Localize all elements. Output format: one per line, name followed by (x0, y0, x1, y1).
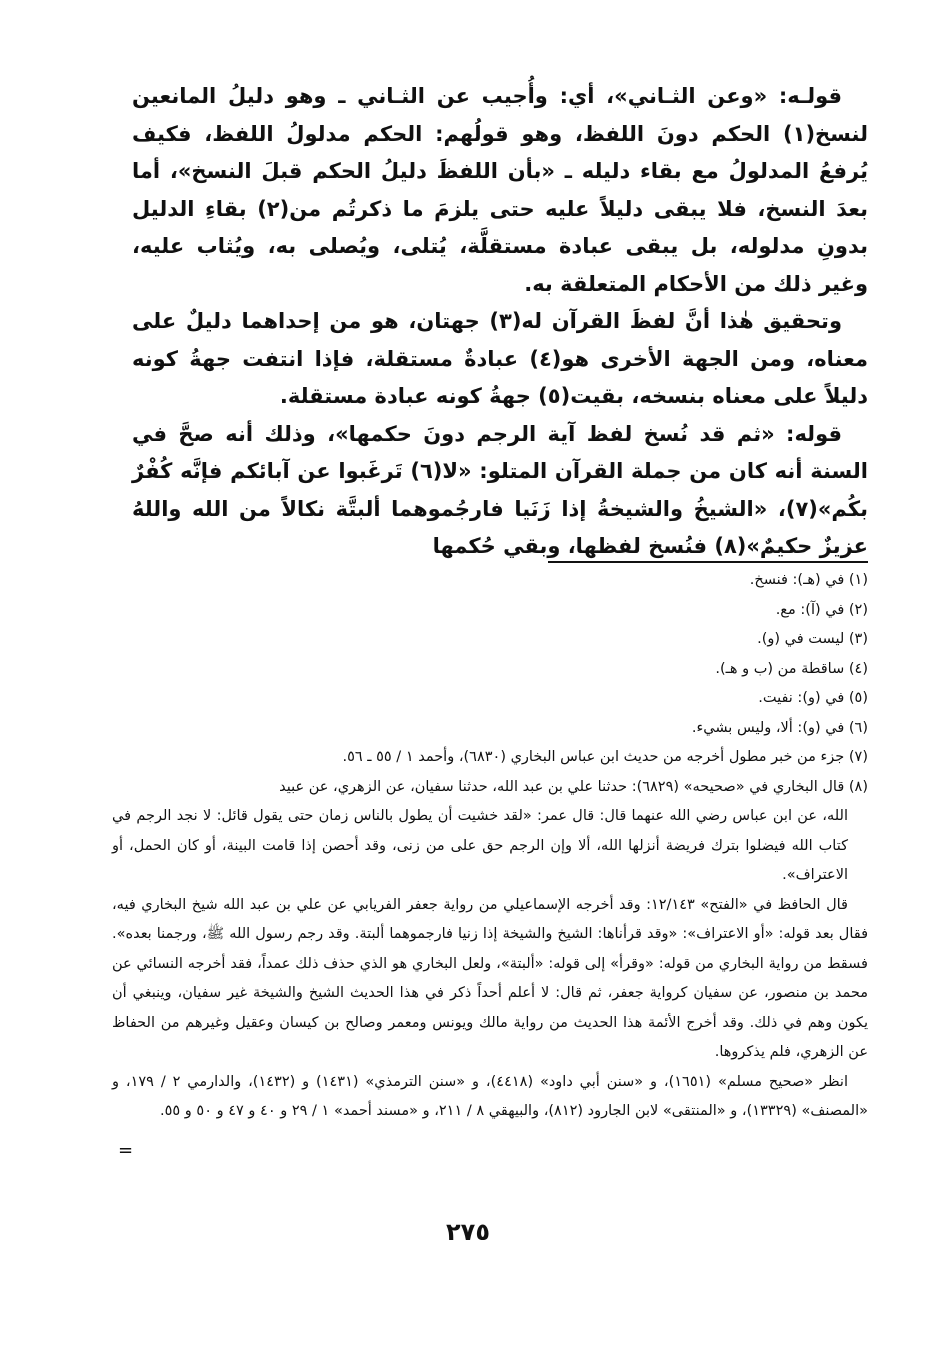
paragraph-2: وتحقيق هٰذا أنَّ لفظَ القرآن له(٣) جهتان، هو من إحداهما دليلٌ على معناه، ومن الجهة الأخرى هو(٤) عبادةٌ مستقلة، فإذا انتفت جهةُ كونه دليلاً على معناه بنسخه، بقيت(٥) جهةُ كونه عبادة مستقلة. (132, 309, 868, 408)
footnote-4: (٤) ساقطة من (ب و هـ). (715, 660, 868, 677)
footnote-5: (٥) في (و): نفيت. (758, 690, 868, 706)
footnote-7: (٧) جزء من خبر مطول أخرجه من حديث ابن عباس البخاري (٦٨٣٠)، وأحمد ١ / ٥٥ ـ ٥٦. (342, 749, 868, 765)
footnote-3: (٣) ليست في (و). (757, 631, 868, 647)
paragraph-1: قولـه: «وعن الثـاني»، أي: وأُجيب عن الثـاني ـ وهو دليلُ المانعين لنسخ(١) الحكم دونَ اللفظ، وهو قولُهم: الحكم مدلولُ اللفظ، فكيف يُرفعُ المدلولُ مع بقاء دليله ـ «بأن اللفظَ دليلُ الحكم قبلَ النسخ»، أما بعدَ النسخ، فلا يبقى دليلاً عليه حتى يلزمَ ما ذكرتُم من(٢) بقاءِ الدليل بدونِ مدلوله، بل يبقى عبادة مستقلَّة، يُتلى، ويُصلى به، ويُثاب عليه، وغير ذلك من الأحكام المتعلقة به. (132, 84, 868, 296)
footnote-8-hafiz-comment: قال الحافظ في «الفتح» ١٢/١٤٣: وقد أخرجه الإسماعيلي من رواية جعفر الفريابي عن علي بن عبد الله شيخ البخاري فيه، فقال بعد قوله: «أو الاعتراف»: «وقد قرأناها: الشيخ والشيخة إذا زنيا فارجموهما ألبتة. وقد رجم رسول الله ﷺ، ورجمنا بعده». فسقط من رواية البخاري من قوله: «وقرأ» إلى قوله: «ألبتة»، ولعل البخاري هو الذي حذف ذلك عمداً، فقد أخرجه النسائي عن محمد بن منصور، عن سفيان كرواية جعفر، ثم قال: لا أعلم أحداً ذكر في هذا الحديث الشيخ والشيخة غير سفيان، وينبغي أن يكون وهم في ذلك. وقد أخرج الأئمة هذا الحديث من رواية مالك ويونس ومعمر وصالح بن كيسان وعقيل وغيرهم من الحفاظ عن الزهري، فلم يذكروها. (112, 896, 868, 1060)
main-text (132, 78, 868, 566)
footnote-2: (٢) في (آ): مع. (775, 601, 868, 618)
paragraph-3: قوله: «ثم قد نُسخ لفظ آية الرجم دونَ حكمها»، وذلك أنه صحَّ في السنة أنه كان من جملة القرآن المتلو: «لا(٦) تَرغَبوا عن آبائكم فإنَّه كُفْرٌ بكُم»(٧)، «الشيخُ والشيخةُ إذا زَنَيا فارجُموهما ألبتَّة نكالاً من الله واللهُ عزيزٌ حكيمٌ»(٨) فنُسخ لفظها، وبقي حُكمها (132, 421, 868, 558)
footnote-8-continuation: الله، عن ابن عباس رضي الله عنهما قال: قال عمر: «لقد خشيت أن يطول بالناس زمان حتى يقول قائل: لا نجد الرجم في كتاب الله فيضلوا بترك فريضة أنزلها الله، ألا وإن الرجم حق على من زنى، وقد أحصن إذا قامت البينة، أو كان الحمل، أو الاعتراف». (112, 808, 848, 883)
footnote-separator (548, 561, 868, 563)
footnote-6: (٦) في (و): ألا، وليس بشيء. (691, 719, 868, 736)
footnote-8: (٨) قال البخاري في «صحيحه» (٦٨٢٩): حدثنا علي بن عبد الله، حدثنا سفيان، عن الزهري، عن عبيد (279, 778, 868, 795)
footnote-1: (١) في (هـ): فنسخ. (749, 572, 868, 588)
page-number: ٢٧٥ (446, 1218, 490, 1246)
footnotes (112, 566, 868, 1127)
continuation-marker: = (118, 1140, 134, 1161)
footnote-8-references: انظر «صحيح مسلم» (١٦٥١)، و «سنن أبي داود» (٤٤١٨)، و «سنن الترمذي» (١٤٣١) و (١٤٣٢)، والدارمي ٢ / ١٧٩، و «المصنف» (١٣٣٢٩)، و «المنتقى» لابن الجارود (٨١٢)، والبيهقي ٨ / ٢١١، و «مسند أحمد» ١ / ٢٩ و ٤٠ و ٤٧ و ٥٠ و ٥٥. (112, 1073, 868, 1119)
